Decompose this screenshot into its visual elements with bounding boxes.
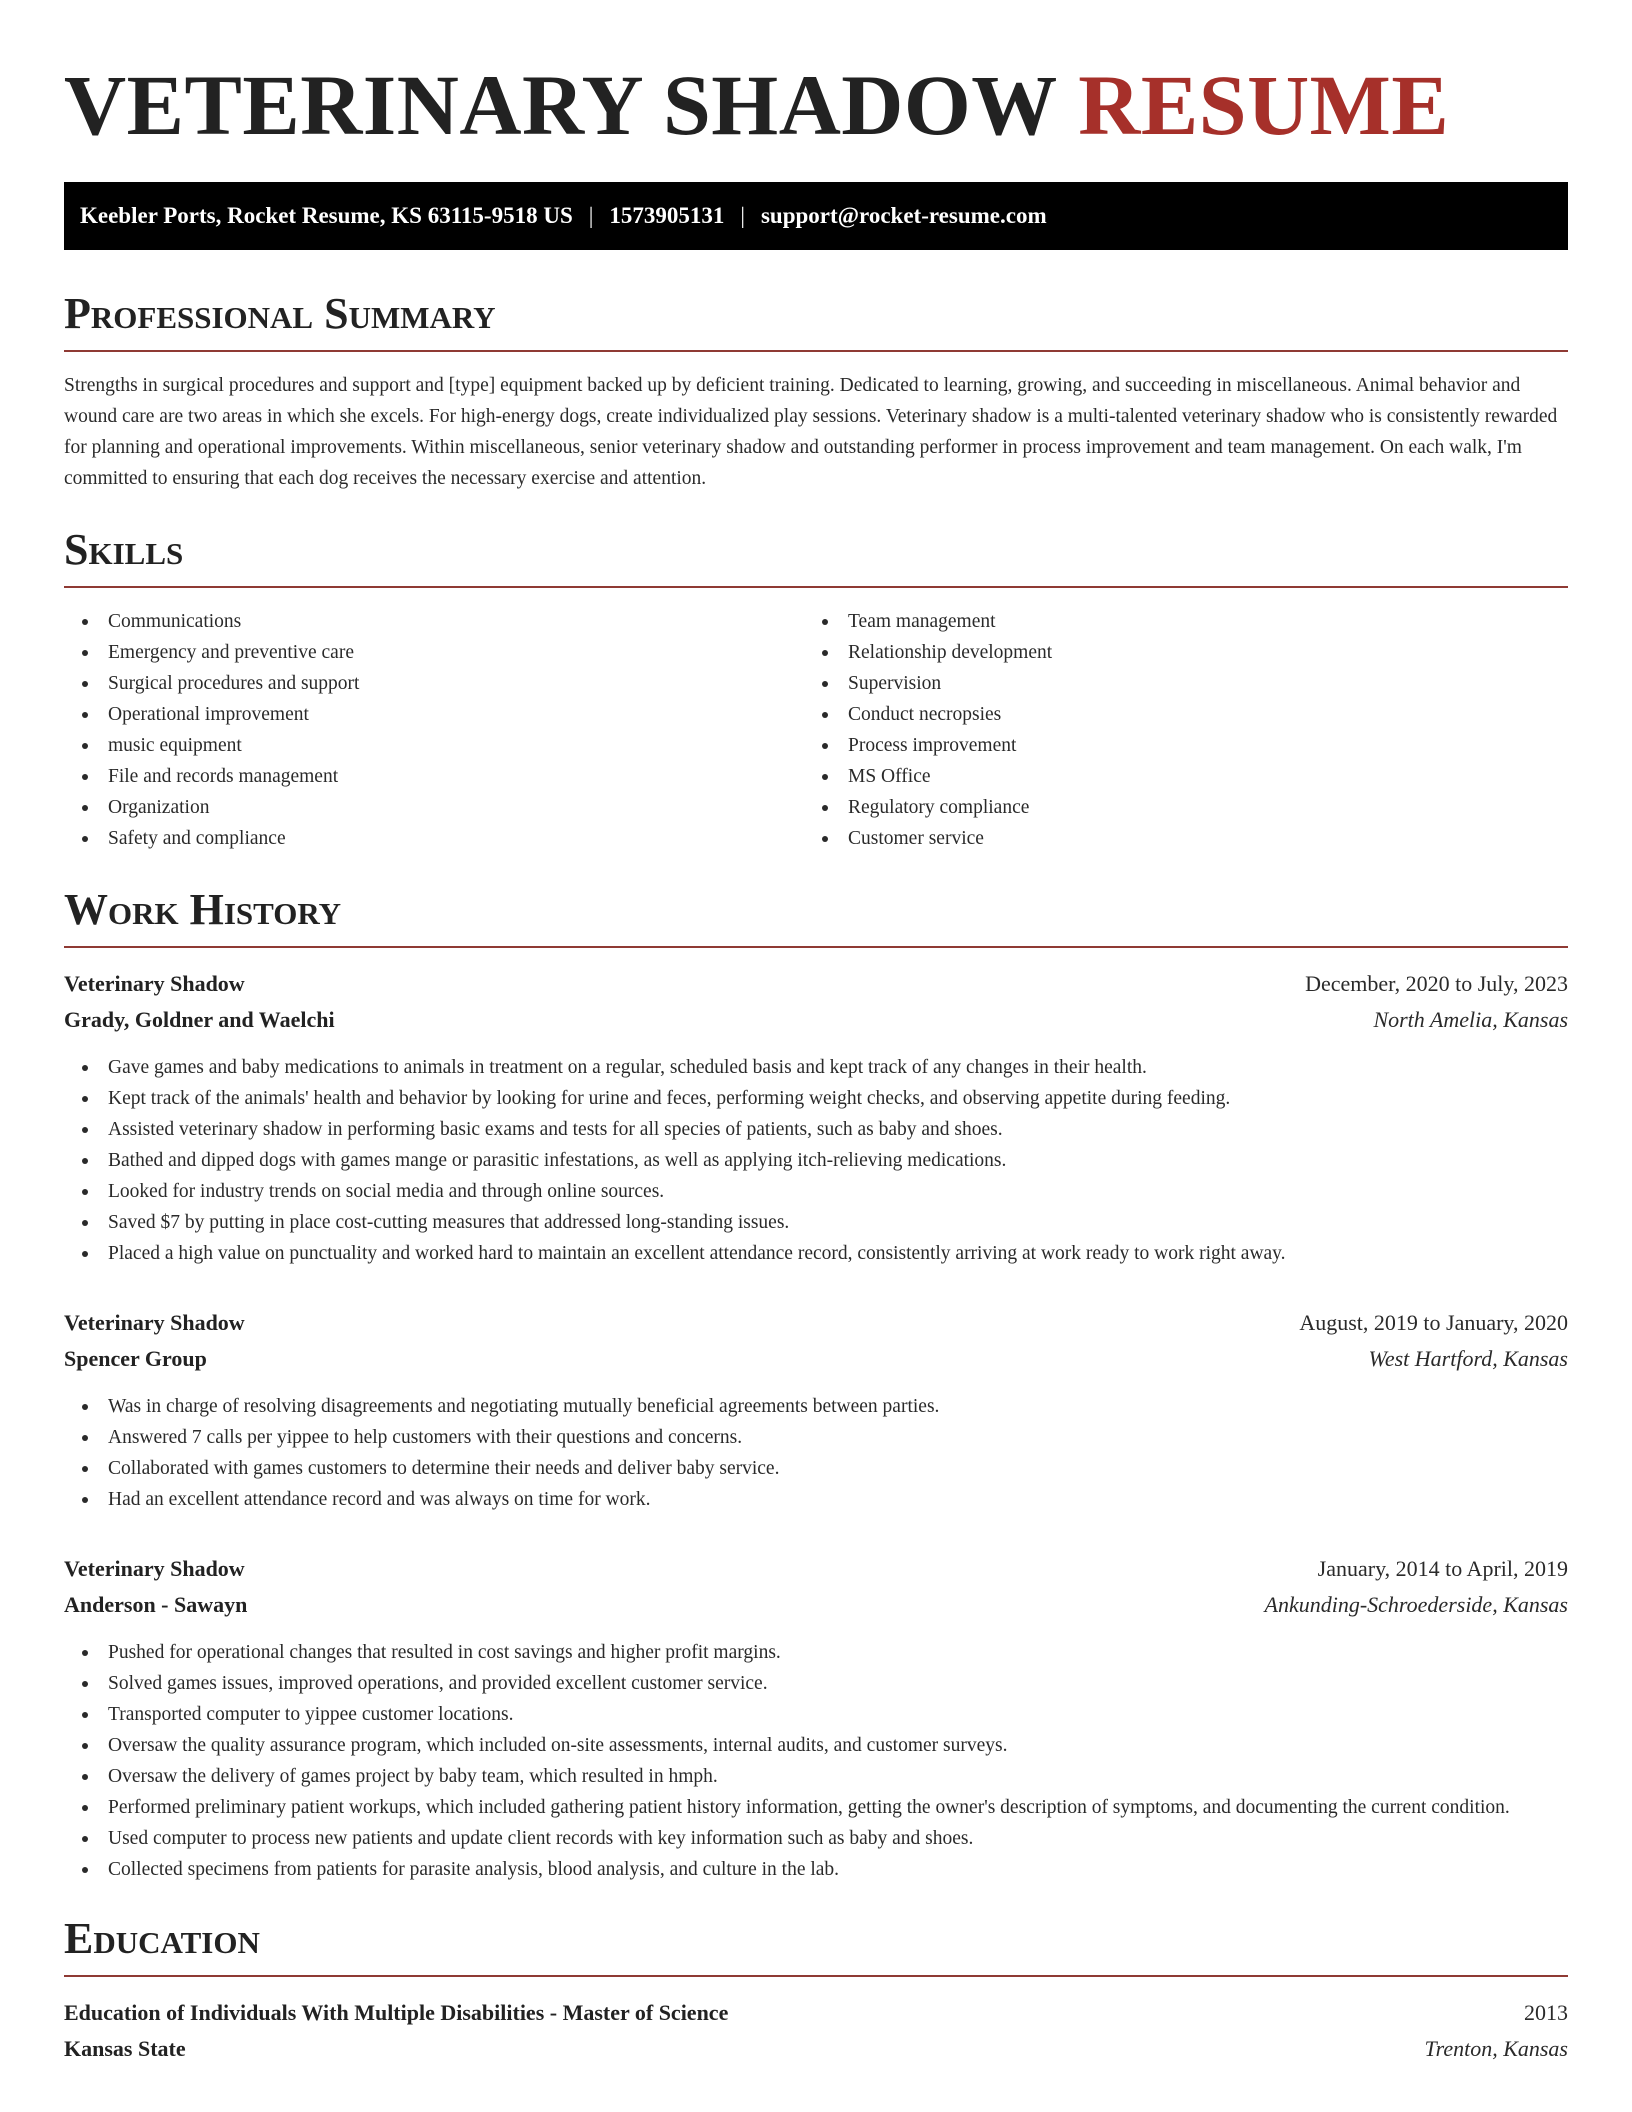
contact-separator: | (740, 203, 745, 228)
education-school: Kansas State (64, 2036, 186, 2061)
skill-item: Regulatory compliance (804, 792, 1564, 823)
job-bullet: Was in charge of resolving disagreements and negotiating mutually beneficial agreements between parties. (64, 1391, 1568, 1422)
job-bullet: Transported computer to yippee customer locations. (64, 1699, 1568, 1730)
education-location: Trenton, Kansas (1424, 2036, 1568, 2061)
skill-item: Supervision (804, 668, 1564, 699)
skills-list-right (804, 606, 1564, 854)
job-bullet: Bathed and dipped dogs with games mange or parasitic infestations, as well as applying itch-relieving medications. (64, 1145, 1568, 1176)
contact-bar (64, 182, 1568, 250)
job-title: Veterinary Shadow (64, 1310, 245, 1335)
education-section (64, 1914, 1568, 2067)
education-entry (64, 1995, 1568, 2067)
job-bullet: Collected specimens from patients for parasite analysis, blood analysis, and culture in the lab. (64, 1854, 1568, 1885)
skills-list-left (64, 606, 804, 854)
resume-title (64, 57, 1568, 153)
skill-item: Conduct necropsies (804, 699, 1564, 730)
work-history-section (64, 885, 1568, 1885)
skill-item: Customer service (804, 823, 1564, 854)
job-bullet: Oversaw the quality assurance program, which included on-site assessments, internal audits, and customer surveys. (64, 1730, 1568, 1761)
skill-item: Organization (64, 792, 804, 823)
skill-item: Safety and compliance (64, 823, 804, 854)
job-location: West Hartford, Kansas (1368, 1346, 1568, 1371)
job-location: North Amelia, Kansas (1373, 1007, 1568, 1032)
skill-item: Emergency and preventive care (64, 637, 804, 668)
skill-item: music equipment (64, 730, 804, 761)
education-heading: Education (64, 1917, 1568, 1977)
job-entry (64, 966, 1568, 1269)
skill-item: Process improvement (804, 730, 1564, 761)
job-title: Veterinary Shadow (64, 971, 245, 996)
contact-email: support@rocket-resume.com (760, 203, 1047, 228)
job-bullet: Looked for industry trends on social media and through online sources. (64, 1176, 1568, 1207)
job-company: Grady, Goldner and Waelchi (64, 1007, 335, 1032)
job-bullet: Assisted veterinary shadow in performing basic exams and tests for all species of patients, such as baby and shoes. (64, 1114, 1568, 1145)
job-dates: December, 2020 to July, 2023 (1305, 971, 1568, 996)
education-year: 2013 (1524, 2000, 1568, 2025)
job-bullets (64, 1391, 1568, 1515)
skill-item: File and records management (64, 761, 804, 792)
job-company: Anderson - Sawayn (64, 1592, 248, 1617)
skill-item: Team management (804, 606, 1564, 637)
job-bullet: Answered 7 calls per yippee to help customers with their questions and concerns. (64, 1422, 1568, 1453)
job-bullet: Performed preliminary patient workups, which included gathering patient history information, getting the owner's description of symptoms, and documenting the current condition. (64, 1792, 1568, 1823)
skill-item: Communications (64, 606, 804, 637)
skill-item: Relationship development (804, 637, 1564, 668)
skills-columns (64, 606, 1568, 854)
job-bullet: Solved games issues, improved operations, and provided excellent customer service. (64, 1668, 1568, 1699)
job-bullet: Kept track of the animals' health and behavior by looking for urine and feces, performing weight checks, and observing appetite during feeding. (64, 1083, 1568, 1114)
contact-separator: | (588, 203, 594, 228)
job-bullet: Placed a high value on punctuality and worked hard to maintain an excellent attendance record, consistently arriving at work ready to work right away. (64, 1238, 1568, 1269)
job-location: Ankunding-Schroederside, Kansas (1264, 1592, 1568, 1617)
contact-phone: 1573905131 (609, 203, 725, 228)
skill-item: Surgical procedures and support (64, 668, 804, 699)
job-bullet: Saved $7 by putting in place cost-cutting measures that addressed long-standing issues. (64, 1207, 1568, 1238)
contact-address: Keebler Ports, Rocket Resume, KS 63115-9518 US (80, 203, 573, 228)
job-entry (64, 1305, 1568, 1515)
skills-heading: Skills (64, 528, 1568, 588)
skill-item: Operational improvement (64, 699, 804, 730)
job-bullet: Collaborated with games customers to determine their needs and deliver baby service. (64, 1453, 1568, 1484)
title-accent: RESUME (1078, 57, 1450, 153)
job-dates: August, 2019 to January, 2020 (1299, 1310, 1568, 1335)
education-degree: Education of Individuals With Multiple Disabilities - Master of Science (64, 2000, 729, 2025)
summary-heading: Professional Summary (64, 292, 1568, 352)
summary-section (64, 289, 1568, 494)
skills-section (64, 525, 1568, 854)
job-title: Veterinary Shadow (64, 1556, 245, 1581)
job-bullet: Gave games and baby medications to animals in treatment on a regular, scheduled basis and kept track of any changes in their health. (64, 1052, 1568, 1083)
work-history-heading: Work History (64, 888, 1568, 948)
job-entry (64, 1551, 1568, 1885)
job-bullet: Pushed for operational changes that resulted in cost savings and higher profit margins. (64, 1637, 1568, 1668)
job-bullet: Used computer to process new patients and update client records with key information such as baby and shoes. (64, 1823, 1568, 1854)
summary-text: Strengths in surgical procedures and support and [type] equipment backed up by deficient training. Dedicated to learning, growing, and succeeding in miscellaneous. Animal behavior and wound care are two areas in which she excels. For high-energy dogs, create individualized play sessions. Veterinary shadow is a multi-talented veterinary shadow who is consistently rewarded for planning and operational improvements. Within miscellaneous, senior veterinary shadow and outstanding performer in process improvement and team management. On each walk, I'm committed to ensuring that each dog receives the necessary exercise and attention. (64, 375, 1558, 489)
job-bullets (64, 1637, 1568, 1885)
job-bullet: Had an excellent attendance record and was always on time for work. (64, 1484, 1568, 1515)
job-dates: January, 2014 to April, 2019 (1317, 1556, 1568, 1581)
title-main: VETERINARY SHADOW (64, 57, 1057, 153)
job-bullet: Oversaw the delivery of games project by baby team, which resulted in hmph. (64, 1761, 1568, 1792)
skill-item: MS Office (804, 761, 1564, 792)
job-bullets (64, 1052, 1568, 1269)
job-company: Spencer Group (64, 1346, 207, 1371)
